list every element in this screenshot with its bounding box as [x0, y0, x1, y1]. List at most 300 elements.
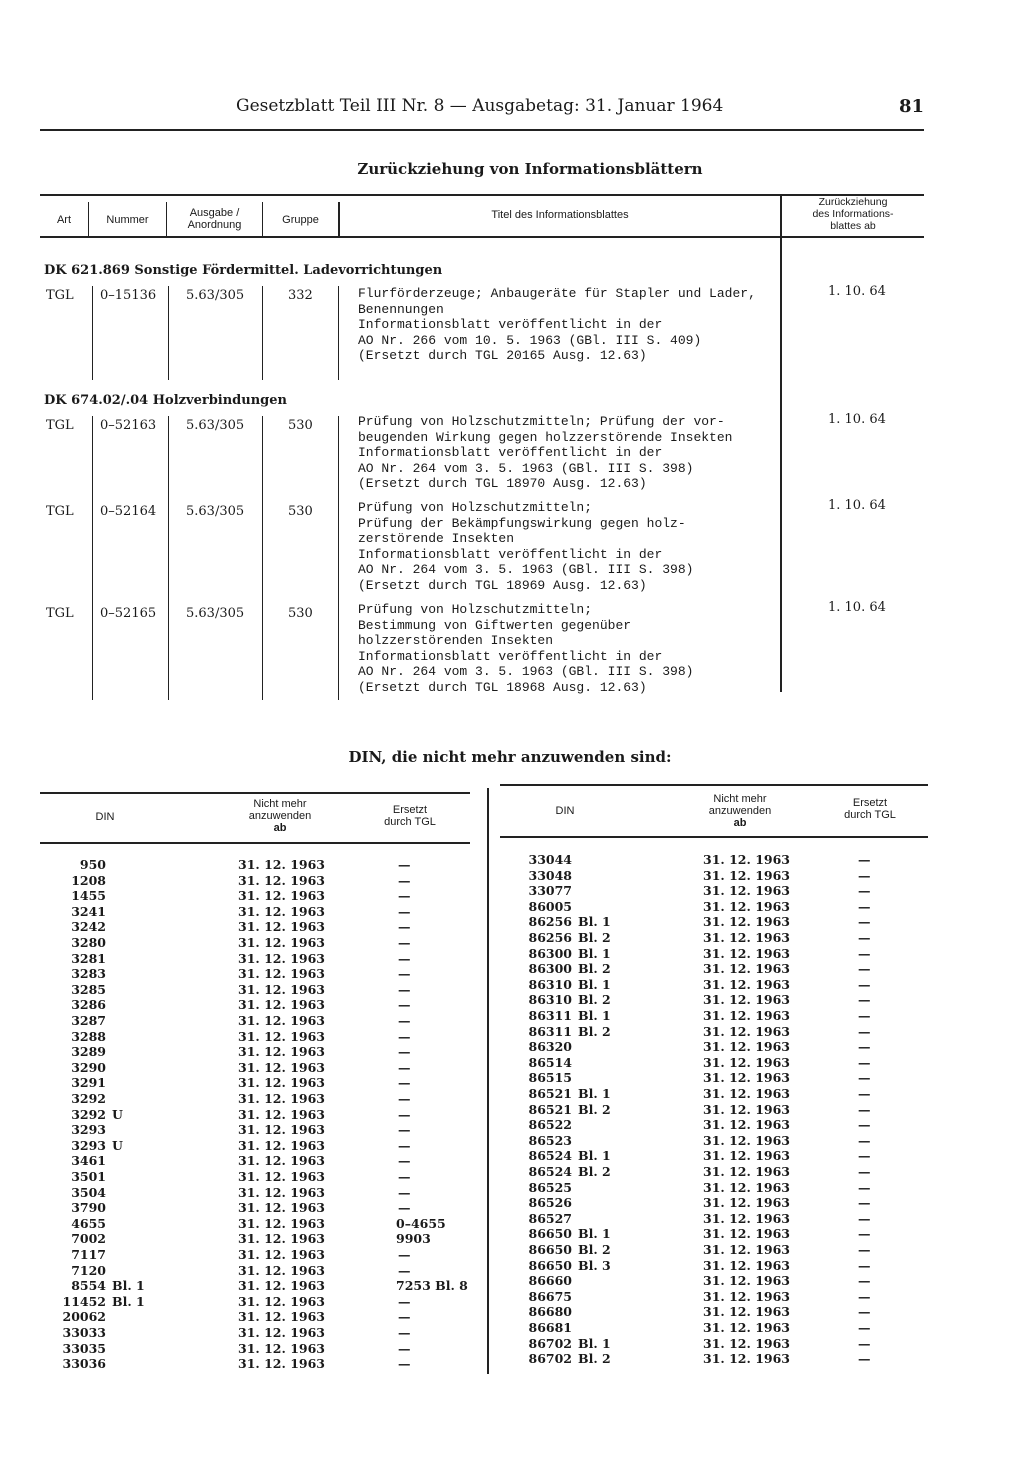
header-rule [40, 129, 924, 131]
din-number: 4655 [71, 1215, 106, 1231]
list-item [40, 1325, 480, 1341]
list-item [500, 1195, 924, 1211]
list-item [40, 1060, 480, 1076]
din-date: 31. 12. 1963 [238, 1137, 325, 1153]
din-number: 86521 [528, 1086, 572, 1101]
row-sep [338, 286, 339, 380]
list-item [40, 1200, 480, 1216]
list-item [40, 935, 480, 951]
din-number: 3290 [71, 1059, 106, 1075]
din-suffix: Bl. 1 [578, 945, 611, 961]
row-ab: 1. 10. 64 [828, 600, 886, 615]
din-tgl: — [858, 992, 871, 1008]
page-number: 81 [898, 96, 924, 117]
din-number: 86311 [528, 1023, 572, 1039]
list-item [40, 1075, 480, 1091]
din-date: 31. 12. 1963 [238, 1184, 325, 1200]
row-sep [168, 416, 169, 700]
din-date: 31. 12. 1963 [703, 867, 790, 883]
din-tgl: — [858, 961, 871, 977]
list-item [500, 914, 924, 930]
din-tgl: — [858, 1320, 871, 1335]
din-date: 31. 12. 1963 [238, 950, 325, 966]
din-tgl: — [398, 1356, 411, 1372]
din-tgl: — [398, 1075, 411, 1091]
din-suffix: Bl. 1 [112, 1293, 145, 1309]
din-date: 31. 12. 1963 [703, 1008, 790, 1023]
din-number: 3293 [71, 1122, 106, 1138]
row-sep [168, 286, 169, 380]
list-item [40, 904, 480, 920]
din-date: 31. 12. 1963 [703, 1054, 790, 1070]
din-date: 31. 12. 1963 [703, 1226, 790, 1242]
din-date: 31. 12. 1963 [238, 1106, 325, 1122]
din-tgl: — [858, 1288, 871, 1304]
din-tgl: — [858, 898, 871, 914]
withdrawal-title: Zurückziehung von Informationsblättern [357, 160, 703, 178]
list-item [40, 1044, 480, 1060]
din-number: 11452 [62, 1293, 106, 1309]
din-date: 31. 12. 1963 [703, 1288, 790, 1304]
section-heading: DK 674.02/.04 Holzverbindungen [44, 393, 287, 408]
din-number: 3286 [71, 997, 106, 1013]
din-tgl: — [858, 852, 871, 867]
din-date: 31. 12. 1963 [703, 1039, 790, 1055]
din-tgl: — [398, 1200, 411, 1216]
din-date: 31. 12. 1963 [703, 1351, 790, 1367]
din-tgl: — [858, 976, 871, 992]
list-item [40, 1263, 480, 1279]
din-tgl: — [858, 945, 871, 961]
col-header-ausgabe: Ausgabe / Anordnung [187, 207, 242, 231]
din-date: 31. 12. 1963 [703, 1210, 790, 1226]
list-item [500, 1258, 924, 1274]
list-item [40, 873, 480, 889]
list-item [500, 1242, 924, 1258]
din-tgl: — [858, 1101, 871, 1117]
table-head-rule [40, 236, 924, 238]
row-art: TGL [46, 504, 74, 519]
row-sep [262, 416, 263, 700]
list-item [500, 992, 924, 1008]
din-tgl: 7253 Bl. 8 [396, 1278, 468, 1294]
din-date: 31. 12. 1963 [703, 1304, 790, 1320]
list-item [40, 966, 480, 982]
din-number: 86524 [528, 1148, 572, 1164]
din-tgl: — [858, 1226, 871, 1242]
col-header-nummer: Nummer [106, 214, 149, 226]
row-sep [338, 416, 339, 700]
din-tgl: — [858, 1210, 871, 1226]
row-ausgabe: 5.63/305 [186, 504, 245, 519]
din-tgl: — [398, 1106, 411, 1122]
din-number: 3292 [71, 1091, 106, 1106]
row-gruppe: 332 [288, 288, 313, 303]
din-date: 31. 12. 1963 [703, 1101, 790, 1117]
din-number: 86681 [528, 1320, 572, 1335]
din-tgl: — [398, 966, 411, 982]
din-number: 950 [79, 857, 106, 872]
din-left-head-rule [40, 842, 470, 844]
din-tgl: — [858, 1148, 871, 1164]
din-suffix: Bl. 1 [578, 1148, 611, 1164]
col-header-titel: Titel des Informationsblattes [491, 209, 629, 221]
din-tgl: — [858, 1023, 871, 1039]
row-gruppe: 530 [288, 418, 313, 433]
din-tgl: — [858, 1086, 871, 1101]
din-suffix: Bl. 1 [112, 1278, 145, 1294]
din-date: 31. 12. 1963 [238, 966, 325, 982]
din-number: 86525 [528, 1179, 572, 1195]
list-item [500, 1164, 924, 1180]
din-right-top-rule [500, 784, 928, 786]
din-date: 31. 12. 1963 [238, 1325, 325, 1340]
din-number: 3285 [71, 981, 106, 997]
din-number: 3287 [71, 1013, 106, 1028]
list-item [500, 946, 924, 962]
din-date: 31. 12. 1963 [703, 992, 790, 1008]
din-date: 31. 12. 1963 [238, 1091, 325, 1106]
din-date: 31. 12. 1963 [703, 1070, 790, 1086]
din-number: 7002 [71, 1231, 106, 1247]
list-item [500, 1148, 924, 1164]
din-date: 31. 12. 1963 [703, 898, 790, 914]
din-date: 31. 12. 1963 [703, 945, 790, 961]
din-number: 3280 [71, 935, 106, 950]
din-date: 31. 12. 1963 [238, 981, 325, 997]
row-gruppe: 530 [288, 606, 313, 621]
din-tgl: — [858, 1070, 871, 1086]
row-ab: 1. 10. 64 [828, 498, 886, 513]
din-suffix: U [112, 1137, 123, 1153]
din-tgl: 0–4655 [396, 1215, 446, 1231]
din-number: 8554 [71, 1278, 106, 1294]
list-item [40, 1278, 480, 1294]
din-tgl: — [398, 919, 411, 935]
din-number: 86527 [528, 1210, 572, 1226]
list-item [500, 1336, 924, 1352]
din-tgl: — [398, 1340, 411, 1356]
din-number: 86311 [528, 1008, 572, 1023]
din-number: 86650 [528, 1257, 572, 1273]
din-tgl: — [398, 903, 411, 919]
din-date: 31. 12. 1963 [238, 857, 325, 872]
din-date: 31. 12. 1963 [238, 1044, 325, 1060]
section-heading: DK 621.869 Sonstige Fördermittel. Ladevorrichtungen [44, 263, 443, 278]
list-item [500, 1055, 924, 1071]
din-number: 86526 [528, 1195, 572, 1211]
din-number: 86005 [528, 898, 572, 914]
list-item [500, 899, 924, 915]
din-tgl: — [858, 1195, 871, 1211]
din-date: 31. 12. 1963 [238, 888, 325, 904]
din-date: 31. 12. 1963 [703, 961, 790, 977]
din-date: 31. 12. 1963 [238, 1075, 325, 1091]
list-item [40, 1231, 480, 1247]
din-date: 31. 12. 1963 [703, 1086, 790, 1101]
list-item [500, 1289, 924, 1305]
din-tgl: — [858, 914, 871, 930]
din-number: 1455 [71, 888, 106, 904]
din-tgl: — [398, 872, 411, 888]
list-item [500, 1320, 924, 1336]
din-number: 33077 [528, 883, 572, 899]
din-tgl: — [398, 1169, 411, 1184]
list-item [40, 1341, 480, 1357]
row-ab: 1. 10. 64 [828, 284, 886, 299]
din-date: 31. 12. 1963 [703, 914, 790, 930]
din-date: 31. 12. 1963 [238, 1153, 325, 1169]
din-tgl: — [398, 1153, 411, 1169]
din-number: 86514 [528, 1054, 572, 1070]
din-date: 31. 12. 1963 [238, 919, 325, 935]
din-number: 86320 [528, 1039, 572, 1055]
list-item [40, 951, 480, 967]
din-number: 86515 [528, 1070, 572, 1086]
row-art: TGL [46, 288, 74, 303]
row-nummer: 0–52165 [100, 606, 157, 621]
list-item [40, 1185, 480, 1201]
din-number: 86650 [528, 1242, 572, 1257]
din-number: 7117 [71, 1247, 106, 1262]
din-date: 31. 12. 1963 [703, 976, 790, 992]
din-number: 86256 [528, 930, 572, 945]
din-tgl: — [398, 1044, 411, 1060]
list-item [500, 1102, 924, 1118]
list-item [500, 852, 924, 868]
din-number: 1208 [71, 872, 106, 888]
din-date: 31. 12. 1963 [238, 903, 325, 919]
din-tgl: — [858, 1335, 871, 1351]
row-art: TGL [46, 606, 74, 621]
list-item [500, 961, 924, 977]
list-item [500, 1086, 924, 1102]
din-date: 31. 12. 1963 [238, 1122, 325, 1138]
din-suffix: Bl. 1 [578, 914, 611, 930]
list-item [40, 1013, 480, 1029]
din-tgl: — [398, 1262, 411, 1278]
din-tgl: — [858, 1257, 871, 1273]
list-item [40, 1153, 480, 1169]
row-ab: 1. 10. 64 [828, 412, 886, 427]
din-suffix: Bl. 1 [578, 1226, 611, 1242]
din-date: 31. 12. 1963 [703, 852, 790, 867]
din-number: 33044 [528, 852, 572, 867]
din-number: 3790 [71, 1200, 106, 1216]
din-tgl: — [398, 1013, 411, 1028]
din-number: 3291 [71, 1075, 106, 1091]
din-date: 31. 12. 1963 [703, 930, 790, 945]
din-tgl: — [398, 1028, 411, 1044]
col-header-art: Art [56, 214, 72, 226]
din-number: 86675 [528, 1288, 572, 1304]
list-item [40, 888, 480, 904]
din-suffix: Bl. 2 [578, 1164, 611, 1179]
din-date: 31. 12. 1963 [238, 1262, 325, 1278]
din-date: 31. 12. 1963 [703, 1335, 790, 1351]
din-tgl: — [398, 1325, 411, 1340]
din-right-col-nichtmehr: Nicht mehr anzuwenden ab [708, 793, 772, 829]
list-item [40, 1309, 480, 1325]
din-date: 31. 12. 1963 [238, 1013, 325, 1028]
din-suffix: Bl. 1 [578, 976, 611, 992]
din-tgl: — [398, 950, 411, 966]
din-number: 33033 [62, 1325, 106, 1340]
din-date: 31. 12. 1963 [703, 1195, 790, 1211]
row-sep [262, 286, 263, 380]
din-left-col-ersetzt: Ersetzt durch TGL [384, 804, 436, 828]
din-tgl: — [398, 1059, 411, 1075]
row-titel: Prüfung von Holzschutzmitteln; Prüfung der Bekämpfungswirkung gegen holz- zerstörende Insekten Informationsblatt veröffentlicht in der AO Nr. 264 vom 3. 5. 1963 (GBl. III S. 398) (Ersetzt durch TGL 18969 Ausg. 12.63) [358, 500, 694, 593]
list-item [500, 1304, 924, 1320]
din-number: 3241 [71, 903, 106, 919]
din-tgl: — [858, 1273, 871, 1289]
din-number: 3293 [71, 1137, 106, 1153]
din-number: 86660 [528, 1273, 572, 1289]
din-tgl: — [398, 1137, 411, 1153]
list-item [40, 982, 480, 998]
list-item [500, 1024, 924, 1040]
row-sep [92, 416, 93, 700]
row-nummer: 0–52164 [100, 504, 157, 519]
list-item [500, 868, 924, 884]
din-right-col-din: DIN [555, 805, 575, 817]
din-center-rule [487, 788, 489, 1374]
din-number: 3289 [71, 1044, 106, 1060]
din-tgl: — [858, 1008, 871, 1023]
din-tgl: — [398, 981, 411, 997]
din-tgl: — [858, 1039, 871, 1055]
din-tgl: — [398, 1293, 411, 1309]
din-date: 31. 12. 1963 [238, 1231, 325, 1247]
din-tgl: — [858, 883, 871, 899]
list-item [500, 883, 924, 899]
list-item [500, 1039, 924, 1055]
din-date: 31. 12. 1963 [703, 1179, 790, 1195]
din-date: 31. 12. 1963 [703, 1132, 790, 1148]
din-number: 86256 [528, 914, 572, 930]
din-number: 7120 [71, 1262, 106, 1278]
din-number: 33036 [62, 1356, 106, 1372]
din-suffix: Bl. 3 [578, 1257, 611, 1273]
list-item [40, 1294, 480, 1310]
din-number: 86523 [528, 1132, 572, 1148]
din-suffix: Bl. 2 [578, 1242, 611, 1257]
din-date: 31. 12. 1963 [703, 1257, 790, 1273]
din-tgl: — [858, 1164, 871, 1179]
din-tgl: — [858, 1054, 871, 1070]
din-tgl: — [398, 1247, 411, 1262]
din-number: 3501 [71, 1169, 106, 1184]
din-suffix: Bl. 2 [578, 1351, 611, 1367]
din-tgl: — [398, 1309, 411, 1325]
din-date: 31. 12. 1963 [238, 1293, 325, 1309]
row-ausgabe: 5.63/305 [186, 606, 245, 621]
din-date: 31. 12. 1963 [703, 1320, 790, 1335]
row-nummer: 0–15136 [100, 288, 157, 303]
din-number: 33035 [62, 1340, 106, 1356]
din-tgl: — [398, 1122, 411, 1138]
din-date: 31. 12. 1963 [238, 1169, 325, 1184]
din-tgl: — [398, 1091, 411, 1106]
list-item [40, 1356, 480, 1372]
din-suffix: Bl. 1 [578, 1335, 611, 1351]
din-suffix: Bl. 2 [578, 930, 611, 945]
din-date: 31. 12. 1963 [238, 997, 325, 1013]
din-tgl: — [858, 1351, 871, 1367]
din-number: 86702 [528, 1335, 572, 1351]
row-titel: Prüfung von Holzschutzmitteln; Prüfung der vor- beugenden Wirkung gegen holzzerstörende Insekten Informationsblatt veröffentlicht in der AO Nr. 264 vom 3. 5. 1963 (GBl. III S. 398) (Ersetzt durch TGL 18970 Ausg. 12.63) [358, 414, 733, 492]
din-number: 3281 [71, 950, 106, 966]
din-suffix: Bl. 2 [578, 961, 611, 977]
list-item [40, 857, 480, 873]
din-date: 31. 12. 1963 [238, 1356, 325, 1372]
din-number: 3242 [71, 919, 106, 935]
din-tgl: — [858, 867, 871, 883]
din-number: 86300 [528, 961, 572, 977]
din-tgl: — [858, 1304, 871, 1320]
din-date: 31. 12. 1963 [238, 872, 325, 888]
row-nummer: 0–52163 [100, 418, 157, 433]
col-header-gruppe: Gruppe [282, 214, 319, 226]
din-date: 31. 12. 1963 [238, 1278, 325, 1294]
list-item [40, 1138, 480, 1154]
row-titel: Flurförderzeuge; Anbaugeräte für Stapler und Lader, Benennungen Informationsblatt veröffentlicht in der AO Nr. 266 vom 10. 5. 1963 (GBl. III S. 409) (Ersetzt durch TGL 20165 Ausg. 12.63) [358, 286, 756, 364]
list-item [500, 1226, 924, 1242]
din-number: 20062 [62, 1309, 106, 1325]
list-item [500, 1180, 924, 1196]
list-item [500, 1211, 924, 1227]
row-titel: Prüfung von Holzschutzmitteln; Bestimmung von Giftwerten gegenüber holzzerstörenden Insekten Informationsblatt veröffentlicht in der AO Nr. 264 vom 3. 5. 1963 (GBl. III S. 398) (Ersetzt durch TGL 18968 Ausg. 12.63) [358, 602, 694, 695]
din-suffix: Bl. 1 [578, 1008, 611, 1023]
din-number: 3504 [71, 1184, 106, 1200]
list-item [500, 1070, 924, 1086]
din-date: 31. 12. 1963 [238, 1200, 325, 1216]
list-item [40, 997, 480, 1013]
din-tgl: — [858, 1179, 871, 1195]
din-number: 86680 [528, 1304, 572, 1320]
list-item [500, 930, 924, 946]
col-header-zurueck: Zurückziehung des Informations- blattes ab [812, 196, 894, 232]
din-tgl: — [858, 930, 871, 945]
din-left-col-din: DIN [95, 811, 115, 823]
din-left-top-rule [40, 792, 470, 794]
din-suffix: Bl. 1 [578, 1086, 611, 1101]
list-item [40, 1107, 480, 1123]
din-number: 86702 [528, 1351, 572, 1367]
list-item [500, 1133, 924, 1149]
din-date: 31. 12. 1963 [238, 1247, 325, 1262]
din-right-col-ersetzt: Ersetzt durch TGL [844, 797, 896, 821]
list-item [40, 1169, 480, 1185]
din-tgl: — [398, 935, 411, 950]
list-item [500, 1008, 924, 1024]
row-ausgabe: 5.63/305 [186, 288, 245, 303]
row-ausgabe: 5.63/305 [186, 418, 245, 433]
din-date: 31. 12. 1963 [238, 1215, 325, 1231]
din-number: 3292 [71, 1106, 106, 1122]
din-date: 31. 12. 1963 [703, 1273, 790, 1289]
din-date: 31. 12. 1963 [238, 1340, 325, 1356]
din-suffix: Bl. 2 [578, 1101, 611, 1117]
din-number: 33048 [528, 867, 572, 883]
row-art: TGL [46, 418, 74, 433]
list-item [40, 919, 480, 935]
din-tgl: — [398, 997, 411, 1013]
din-date: 31. 12. 1963 [238, 1059, 325, 1075]
din-suffix: Bl. 2 [578, 992, 611, 1008]
din-date: 31. 12. 1963 [238, 1309, 325, 1325]
